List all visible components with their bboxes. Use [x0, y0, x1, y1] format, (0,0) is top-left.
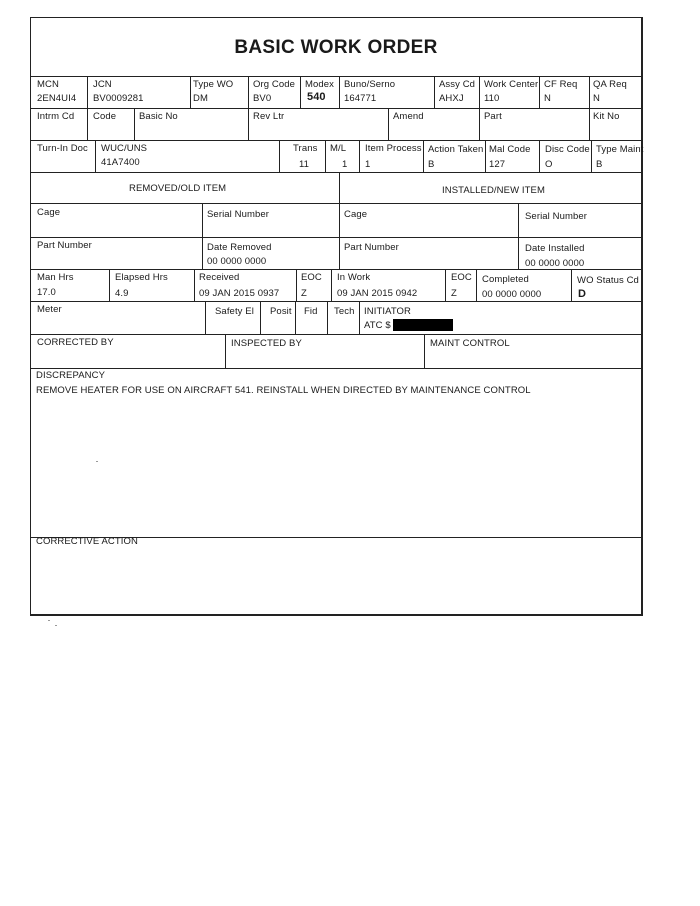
- man-hrs-value: 17.0: [37, 287, 56, 298]
- tech-label: Tech: [334, 306, 355, 317]
- elapsed-hrs-label: Elapsed Hrs: [115, 272, 168, 283]
- work-center-label: Work Center: [484, 79, 539, 90]
- basic-no-label: Basic No: [139, 111, 178, 122]
- mcn-value: 2EN4UI4: [37, 93, 77, 104]
- rev-ltr-label: Rev Ltr: [253, 111, 285, 122]
- type-maint-value: B: [596, 159, 603, 170]
- intrm-label: Intrm Cd: [37, 111, 75, 122]
- type-maint-label: Type Maint: [596, 144, 644, 155]
- eoc-in-work-value: Z: [451, 288, 457, 299]
- installed-serial-label: Serial Number: [525, 211, 588, 222]
- eoc-in-work-label: EOC: [451, 272, 472, 283]
- work-order-form: [30, 17, 643, 616]
- mal-code-value: 127: [489, 159, 506, 170]
- form-title: BASIC WORK ORDER: [234, 37, 438, 58]
- item-process-label: Item Process: [365, 143, 422, 154]
- fid-label: Fid: [304, 306, 318, 317]
- kit-no-label: Kit No: [593, 111, 620, 122]
- installed-part-number-label: Part Number: [344, 242, 399, 253]
- date-removed-value: 00 0000 0000: [207, 256, 267, 267]
- safety-el-label: Safety El: [215, 306, 254, 317]
- wo-status-value: D: [578, 288, 587, 300]
- scan-speck: [96, 461, 98, 462]
- work-center-value: 110: [484, 93, 500, 104]
- date-installed-value: 00 0000 0000: [525, 258, 585, 269]
- meter-label: Meter: [37, 304, 62, 315]
- date-installed-label: Date Installed: [525, 243, 585, 254]
- redaction-bar: [393, 319, 453, 331]
- scan-speck: [55, 625, 57, 626]
- org-code-value: BV0: [253, 93, 272, 104]
- org-code-label: Org Code: [253, 79, 295, 90]
- amend-label: Amend: [393, 111, 424, 122]
- type-wo-label: Type WO: [193, 79, 234, 90]
- modex-label: Modex: [305, 79, 335, 90]
- removed-section-heading: REMOVED/OLD ITEM: [129, 183, 227, 194]
- elapsed-hrs-value: 4.9: [115, 288, 129, 299]
- wuc-value: 41A7400: [101, 157, 140, 168]
- scan-speck: [48, 620, 50, 621]
- action-taken-value: B: [428, 159, 435, 170]
- wuc-label: WUC/UNS: [101, 143, 148, 154]
- disc-code-value: O: [545, 159, 553, 170]
- modex-value: 540: [307, 91, 326, 103]
- buno-value: 164771: [344, 93, 377, 104]
- completed-value: 00 0000 0000: [482, 289, 542, 300]
- disc-code-label: Disc Code: [545, 144, 590, 155]
- ml-value: 1: [342, 159, 348, 170]
- in-work-value: 09 JAN 2015 0942: [337, 288, 418, 299]
- initiator-value: ATC $: [364, 320, 391, 331]
- removed-part-number-label: Part Number: [37, 240, 92, 251]
- installed-section-heading: INSTALLED/NEW ITEM: [442, 185, 545, 196]
- assy-value: AHXJ: [439, 93, 464, 104]
- cf-req-label: CF Req: [544, 79, 578, 90]
- wo-status-label: WO Status Cd: [577, 275, 639, 286]
- man-hrs-label: Man Hrs: [37, 272, 74, 283]
- ml-label: M/L: [330, 143, 347, 154]
- turn-in-label: Turn-In Doc: [37, 143, 88, 154]
- date-removed-label: Date Removed: [207, 242, 272, 253]
- installed-cage-label: Cage: [344, 209, 368, 220]
- jcn-label: JCN: [93, 79, 112, 90]
- received-value: 09 JAN 2015 0937: [199, 288, 280, 299]
- action-taken-label: Action Taken: [428, 144, 484, 155]
- jcn-value: BV0009281: [93, 93, 144, 104]
- initiator-label: INITIATOR: [364, 306, 411, 317]
- part-label: Part: [484, 111, 502, 122]
- trans-value: 11: [299, 159, 310, 170]
- assy-label: Assy Cd: [439, 79, 476, 90]
- code-label: Code: [93, 111, 117, 122]
- completed-label: Completed: [482, 274, 529, 285]
- type-wo-value: DM: [193, 93, 208, 104]
- cf-req-value: N: [544, 93, 551, 104]
- discrepancy-text: REMOVE HEATER FOR USE ON AIRCRAFT 541. REINSTALL WHEN DIRECTED BY MAINTENANCE CONTROL: [36, 385, 531, 396]
- removed-serial-label: Serial Number: [207, 209, 270, 220]
- qa-req-label: QA Req: [593, 79, 627, 90]
- removed-cage-label: Cage: [37, 207, 61, 218]
- eoc-received-label: EOC: [301, 272, 322, 283]
- corrected-by-label: CORRECTED BY: [37, 337, 114, 348]
- qa-req-value: N: [593, 93, 600, 104]
- discrepancy-label: DISCREPANCY: [36, 370, 106, 381]
- trans-label: Trans: [293, 143, 318, 154]
- corrective-action-label: CORRECTIVE ACTION: [36, 536, 138, 547]
- eoc-received-value: Z: [301, 288, 307, 299]
- received-label: Received: [199, 272, 240, 283]
- in-work-label: In Work: [337, 272, 371, 283]
- buno-label: Buno/Serno: [344, 79, 396, 90]
- mal-code-label: Mal Code: [489, 144, 531, 155]
- maint-control-label: MAINT CONTROL: [430, 338, 510, 349]
- mcn-label: MCN: [37, 79, 59, 90]
- item-process-value: 1: [365, 159, 371, 170]
- posit-label: Posit: [270, 306, 292, 317]
- inspected-by-label: INSPECTED BY: [231, 338, 302, 349]
